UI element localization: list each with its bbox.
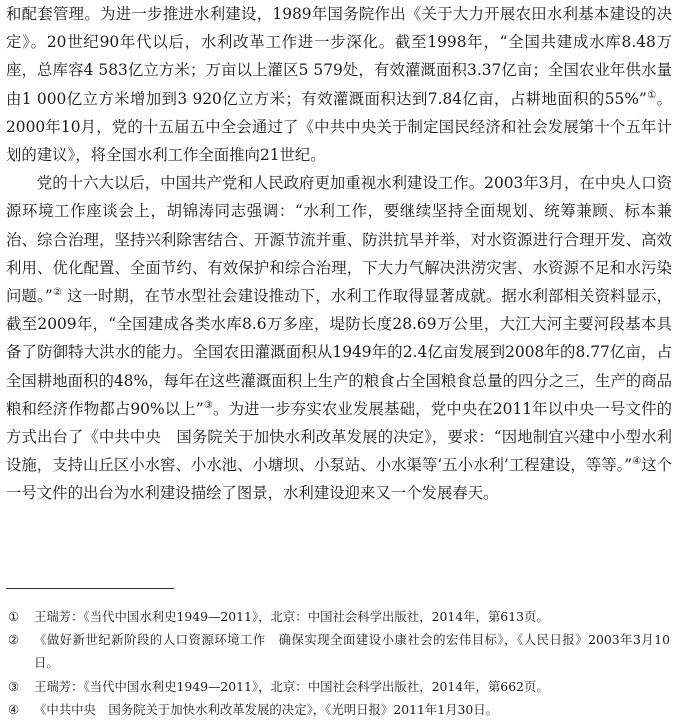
footnote-divider	[6, 588, 174, 589]
body-text	[6, 0, 672, 508]
footnote-item	[6, 628, 670, 674]
footnote-item	[6, 698, 670, 721]
footnote-text: 《做好新世纪新阶段的人口资源环境工作 确保实现全面建设小康社会的宏伟目标》，《人民日报》2003年3月10日。	[34, 632, 670, 671]
paragraph-2-text-c: 。为进一步夯实农业发展基础，党中央在2011年以中央一号文件的方式出台了《中共中央 国务院关于加快水利改革发展的决定》，要求：“因地制宜兴建中小型水利设施，支持山丘区小水窖、小水池、小塘坝、小泵站、小水渠等‘五小水利’工程建设，等等。”	[6, 399, 673, 475]
paragraph-1	[6, 0, 672, 169]
paragraph-2-text-d: 这个一号文件的出台为水利建设描绘了图景，水利建设迎来又一个发展春天。	[6, 456, 672, 503]
paragraph-2-text-b: 这一时期，在节水型社会建设推动下，水利工作取得显著成就。据水利部相关资料显示，截至2009年，“全国建成各类水库8.6万多座，堤防长度28.69万公里，大江大河主要河段基本具备了防御特大洪水的能力。全国农田灌溉面积从1949年的2.4亿亩发展到2008年的8.77亿亩，占全国耕地面积的48%，每年在这些灌溉面积上生产的粮食占全国粮食总量的四分之三，生产的商品粮和经济作物都占90%以上”	[6, 287, 672, 418]
footnote-ref-4: ④	[632, 456, 642, 468]
footnote-item	[6, 605, 670, 628]
paragraph-1-text-b: 。2000年10月，党的十五届五中全会通过了《中共中央关于制定国民经济和社会发展第十个五年计划的建议》，将全国水利工作全面推向21世纪。	[6, 89, 673, 165]
footnote-list	[6, 605, 670, 721]
footnote-ref-1: ①	[646, 89, 657, 101]
footnote-ref-2: ②	[52, 286, 62, 298]
paragraph-2-text-a: 党的十六大以后，中国共产党和人民政府更加重视水利建设工作。2003年3月，在中央人口资源环境工作座谈会上，胡锦涛同志强调：“水利工作，要继续坚持全面规划、统筹兼顾、标本兼治、综合治理，坚持兴利除害结合、开源节流并重、防洪抗旱并举，对水资源进行合理开发、高效利用、优化配置、全面节约、有效保护和综合治理，下大力气解决洪涝灾害、水资源不足和水污染问题。”	[6, 174, 672, 306]
page-content	[6, 0, 672, 508]
paragraph-2	[6, 169, 672, 507]
footnote-marker: ④	[8, 701, 20, 717]
footnote-text: 《中共中央 国务院关于加快水利改革发展的决定》，《光明日报》2011年1月30日。	[34, 701, 499, 717]
footnote-text: 王瑞芳：《当代中国水利史1949—2011》，北京：中国社会科学出版社，2014年，第662页。	[34, 678, 549, 694]
footnote-ref-3: ③	[203, 399, 214, 411]
footnote-text: 王瑞芳：《当代中国水利史1949—2011》，北京：中国社会科学出版社，2014年，第613页。	[34, 609, 549, 624]
footnote-item	[6, 675, 670, 698]
footnote-marker: ①	[8, 609, 20, 624]
footnote-marker: ②	[8, 632, 20, 648]
footnote-marker: ③	[8, 678, 20, 694]
paragraph-1-text-a: 和配套管理。为进一步推进水利建设，1989年国务院作出《关于大力开展农田水利基本建设的决定》。20世纪90年代以后，水利改革工作进一步深化。截至1998年，“全国共建成水库8.48万座，总库容4 583亿立方米；万亩以上灌区5 579处，有效灌溉面积3.37亿亩；全国农业年供水量由1 000亿立方米增加到3 920亿立方米；有效灌溉面积达到7.84亿亩，占耕地面积的55%”	[6, 5, 672, 108]
